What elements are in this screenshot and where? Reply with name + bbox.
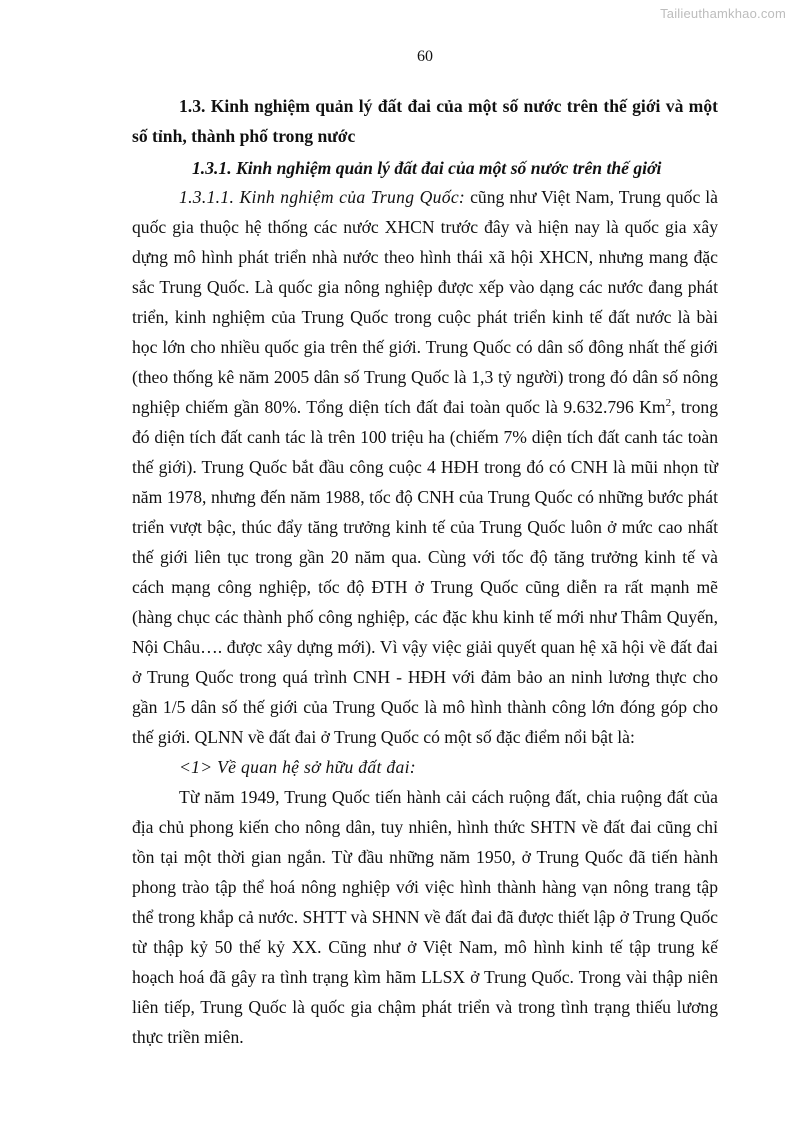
item-heading-land-ownership: <1> Về quan hệ sở hữu đất đai:: [179, 757, 416, 777]
superscript: 2: [665, 397, 672, 410]
paragraph-text: cũng như Việt Nam, Trung quốc là quốc gia thuộc hệ thống các nước XHCN trước đây và hiện nay là quốc gia xây dựng mô hình phát triển nhà nước theo hình thái xã hội XHCN, nhưng mang đặc sắc Trung Quốc. Là quốc gia nông nghiệp được xếp vào dạng các nước đang phát triển, kinh nghiệm của Trung Quốc trong cuộc phát triển kinh tế đất nước là bài học lớn cho nhiều quốc gia trên thế giới. Trung Quốc có dân số đông nhất thế giới (theo thống kê năm 2005 dân số Trung Quốc là 1,3 tỷ người) trong đó dân số nông nghiệp chiếm gần 80%. Tổng diện tích đất đai toàn quốc là 9.632.796 Km: [132, 187, 718, 417]
paragraph-lead: 1.3.1.1. Kinh nghiệm của Trung Quốc:: [179, 187, 466, 207]
paragraph-china-experience: [132, 182, 718, 752]
subsection-heading: 1.3.1. Kinh nghiệm quản lý đất đai của một số nước trên thế giới: [192, 158, 662, 178]
document-body: [132, 91, 718, 1052]
paragraph-land-reform: Từ năm 1949, Trung Quốc tiến hành cải cách ruộng đất, chia ruộng đất của địa chủ phong kiến cho nông dân, tuy nhiên, hình thức SHTN về đất đai cũng chỉ tồn tại một thời gian ngắn. Từ đầu những năm 1950, ở Trung Quốc đã tiến hành phong trào tập thể hoá nông nghiệp với việc hình thành hàng vạn nông trang tập thể trong khắp cả nước. SHTT và SHNN về đất đai đã được thiết lập ở Trung Quốc từ thập kỷ 50 thế kỷ XX. Cũng như ở Việt Nam, mô hình kinh tế tập trung kế hoạch hoá đã gây ra tình trạng kìm hãm LLSX ở Trung Quốc. Trong vài thập niên liên tiếp, Trung Quốc là quốc gia chậm phát triển và trong tình trạng thiếu lương thực triền miên.: [132, 787, 718, 1047]
paragraph-text-continued: , trong đó diện tích đất canh tác là trên 100 triệu ha (chiếm 7% diện tích đất canh tác toàn thế giới). Trung Quốc bắt đầu công cuộc 4 HĐH trong đó có CNH là mũi nhọn từ năm 1978, nhưng đến năm 1988, tốc độ CNH của Trung Quốc có những bước phát triển vượt bậc, thúc đẩy tăng trưởng kinh tế của Trung Quốc luôn ở mức cao nhất thế giới liên tục trong gần 20 năm qua. Cùng với tốc độ tăng trưởng kinh tế và cách mạng công nghiệp, tốc độ ĐTH ở Trung Quốc cũng diễn ra rất mạnh mẽ (hàng chục các thành phố công nghiệp, các đặc khu kinh tế mới như Thâm Quyến, Nội Châu…. được xây dựng mới). Vì vậy việc giải quyết quan hệ xã hội về đất đai ở Trung Quốc trong quá trình CNH - HĐH với đảm bảo an ninh lương thực cho gần 1/5 dân số thế giới của Trung Quốc là mô hình thành công lớn đóng góp cho thế giới. QLNN về đất đai ở Trung Quốc có một số đặc điểm nổi bật là:: [132, 397, 718, 747]
page-number: 60: [417, 48, 433, 65]
section-heading: 1.3. Kinh nghiệm quản lý đất đai của một số nước trên thế giới và một số tỉnh, thành phố trong nước: [132, 96, 718, 146]
watermark: Tailieuthamkhao.com: [660, 6, 786, 21]
